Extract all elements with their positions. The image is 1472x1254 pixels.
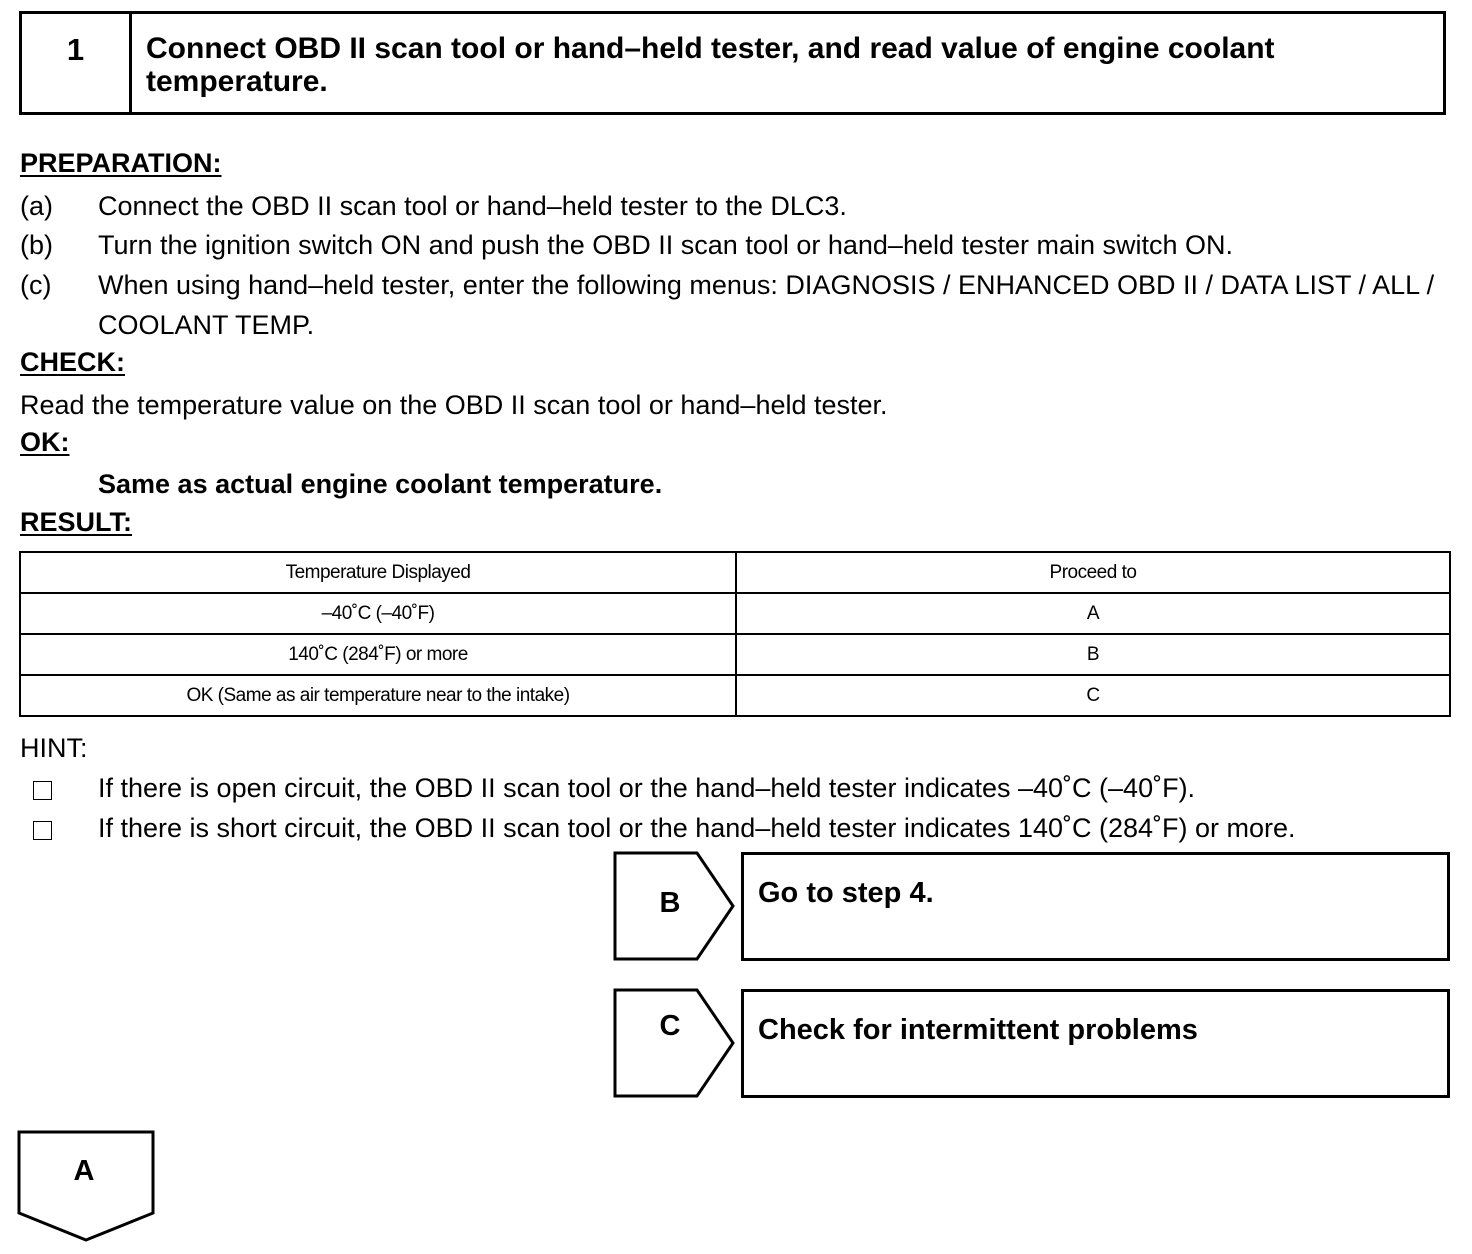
outcome-b-box bbox=[741, 852, 1450, 961]
table-header-row bbox=[20, 552, 1450, 593]
outcome-c-text: Check for intermittent problems bbox=[758, 1014, 1198, 1046]
step-number: 1 bbox=[22, 14, 132, 112]
hint-heading: HINT: bbox=[20, 733, 88, 763]
outcome-c-tab bbox=[612, 988, 742, 1100]
ok-text: Same as actual engine coolant temperature. bbox=[98, 469, 663, 499]
table-cell: B bbox=[736, 634, 1450, 675]
outcome-c-letter: C bbox=[659, 1010, 681, 1042]
check-heading: CHECK: bbox=[20, 347, 125, 377]
table-row bbox=[20, 593, 1450, 634]
result-heading: RESULT: bbox=[20, 507, 132, 537]
hint-item-2: If there is short circuit, the OBD II scan tool or the hand–held tester indicates 140˚C (284˚F) or more. bbox=[98, 813, 1296, 843]
table-cell: 140˚C (284˚F) or more bbox=[20, 634, 736, 675]
column-header: Proceed to bbox=[736, 552, 1450, 593]
hint-item-1: If there is open circuit, the OBD II scan tool or the hand–held tester indicates –40˚C (–40˚F). bbox=[98, 773, 1196, 803]
outcome-c-box bbox=[741, 989, 1450, 1098]
column-header: Temperature Displayed bbox=[20, 552, 736, 593]
prep-item-a-label: (a) bbox=[20, 191, 53, 221]
table-cell: C bbox=[736, 675, 1450, 716]
check-text: Read the temperature value on the OBD II scan tool or hand–held tester. bbox=[20, 390, 888, 420]
bullet-box-icon bbox=[33, 781, 52, 800]
prep-item-a-text: Connect the OBD II scan tool or hand–held tester to the DLC3. bbox=[98, 191, 847, 221]
table-row bbox=[20, 634, 1450, 675]
table-cell: –40˚C (–40˚F) bbox=[20, 593, 736, 634]
table-row bbox=[20, 675, 1450, 716]
table-cell: A bbox=[736, 593, 1450, 634]
result-table bbox=[19, 551, 1451, 717]
prep-item-b-text: Turn the ignition switch ON and push the OBD II scan tool or hand–held tester main switch ON. bbox=[98, 230, 1234, 260]
prep-item-b-label: (b) bbox=[20, 230, 53, 260]
table-cell: OK (Same as air temperature near to the intake) bbox=[20, 675, 736, 716]
preparation-heading: PREPARATION: bbox=[20, 148, 222, 178]
outcome-a-letter: A bbox=[73, 1155, 95, 1187]
prep-item-c-text: When using hand–held tester, enter the following menus: DIAGNOSIS / ENHANCED OBD II / DATA LIST / ALL / COOLANT TEMP. bbox=[98, 270, 1435, 340]
outcome-b-text: Go to step 4. bbox=[758, 877, 934, 909]
prep-item-c-label: (c) bbox=[20, 270, 52, 300]
step-title: Connect OBD II scan tool or hand–held tester, and read value of engine coolant temperature. bbox=[146, 32, 1275, 98]
step-header bbox=[19, 11, 1446, 115]
outcome-b-letter: B bbox=[659, 887, 681, 919]
bullet-box-icon bbox=[33, 821, 52, 840]
ok-heading: OK: bbox=[20, 427, 70, 457]
